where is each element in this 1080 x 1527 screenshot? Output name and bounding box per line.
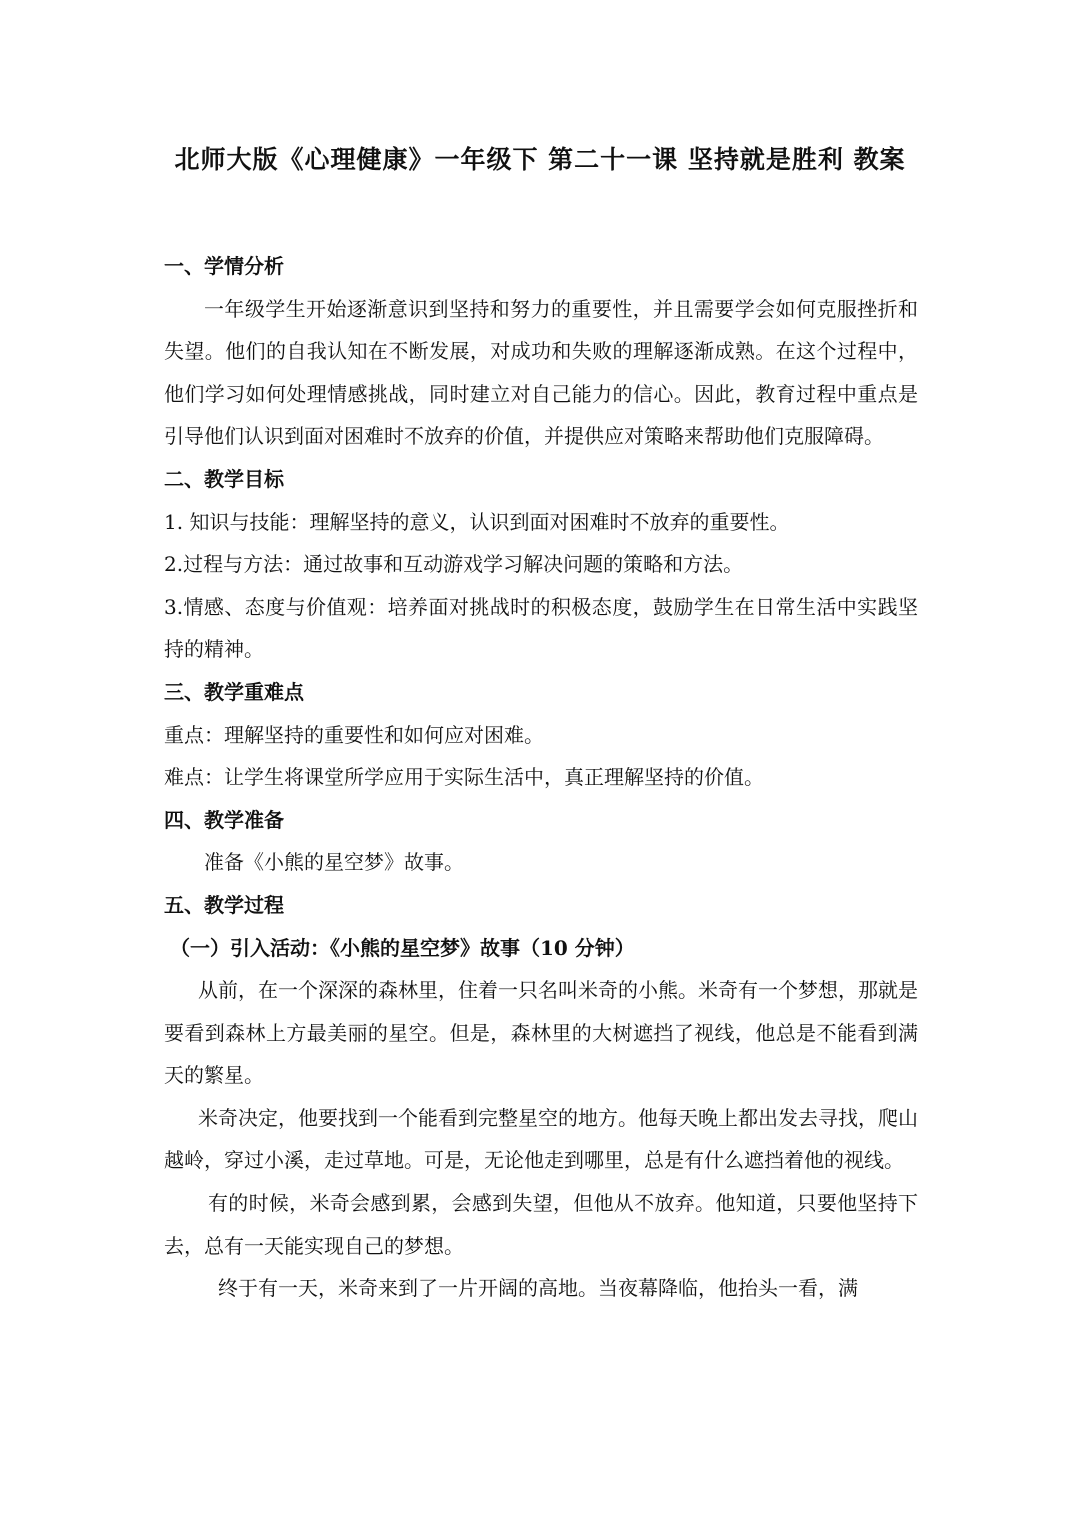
section-heading-objectives: 二、教学目标 bbox=[164, 466, 284, 491]
document-body bbox=[164, 245, 918, 1310]
objective-item-3: 3.情感、态度与价值观：培养面对挑战时的积极态度，鼓励学生在日常生活中实践坚持的精神。 bbox=[164, 594, 918, 662]
story-paragraph-2: 米奇决定，他要找到一个能看到完整星空的地方。他每天晚上都出发去寻找，爬山越岭，穿过小溪，走过草地。可是，无论他走到哪里，总是有什么遮挡着他的视线。 bbox=[164, 1105, 918, 1173]
story-paragraph-3: 有的时候，米奇会感到累，会感到失望，但他从不放弃。他知道，只要他坚持下去，总有一天能实现自己的梦想。 bbox=[164, 1191, 918, 1258]
section-heading-key-points: 三、教学重难点 bbox=[164, 679, 304, 704]
analysis-paragraph: 一年级学生开始逐渐意识到坚持和努力的重要性，并且需要学会如何克服挫折和失望。他们的自我认知在不断发展，对成功和失败的理解逐渐成熟。在这个过程中，他们学习如何处理情感挑战，同时建立对自己能力的信心。因此，教育过程中重点是引导他们认识到面对困难时不放弃的价值，并提供应对策略来帮助他们克服障碍。 bbox=[164, 296, 918, 449]
document-title: 北师大版《心理健康》一年级下 第二十一课 坚持就是胜利 教案 bbox=[174, 145, 906, 174]
section-heading-preparation: 四、教学准备 bbox=[164, 807, 284, 832]
story-paragraph-1: 从前，在一个深深的森林里，住着一只名叫米奇的小熊。米奇有一个梦想，那就是要看到森林上方最美丽的星空。但是，森林里的大树遮挡了视线，他总是不能看到满天的繁星。 bbox=[164, 978, 918, 1088]
objective-item-2: 2.过程与方法：通过故事和互动游戏学习解决问题的策略和方法。 bbox=[164, 552, 744, 577]
difficult-point: 难点：让学生将课堂所学应用于实际生活中，真正理解坚持的价值。 bbox=[164, 765, 764, 790]
story-paragraph-4: 终于有一天，米奇来到了一片开阔的高地。当夜幕降临，他抬头一看，满 bbox=[218, 1276, 858, 1301]
objective-item-1: 1. 知识与技能：理解坚持的意义，认识到面对困难时不放弃的重要性。 bbox=[164, 509, 790, 534]
section-heading-process: 五、教学过程 bbox=[164, 892, 284, 917]
preparation-text: 准备《小熊的星空梦》故事。 bbox=[204, 850, 464, 875]
section-heading-analysis: 一、学情分析 bbox=[164, 254, 284, 278]
activity-subheading: （一）引入活动：《小熊的星空梦》故事（10 分钟） bbox=[170, 935, 635, 960]
key-point: 重点：理解坚持的重要性和如何应对困难。 bbox=[164, 722, 544, 747]
